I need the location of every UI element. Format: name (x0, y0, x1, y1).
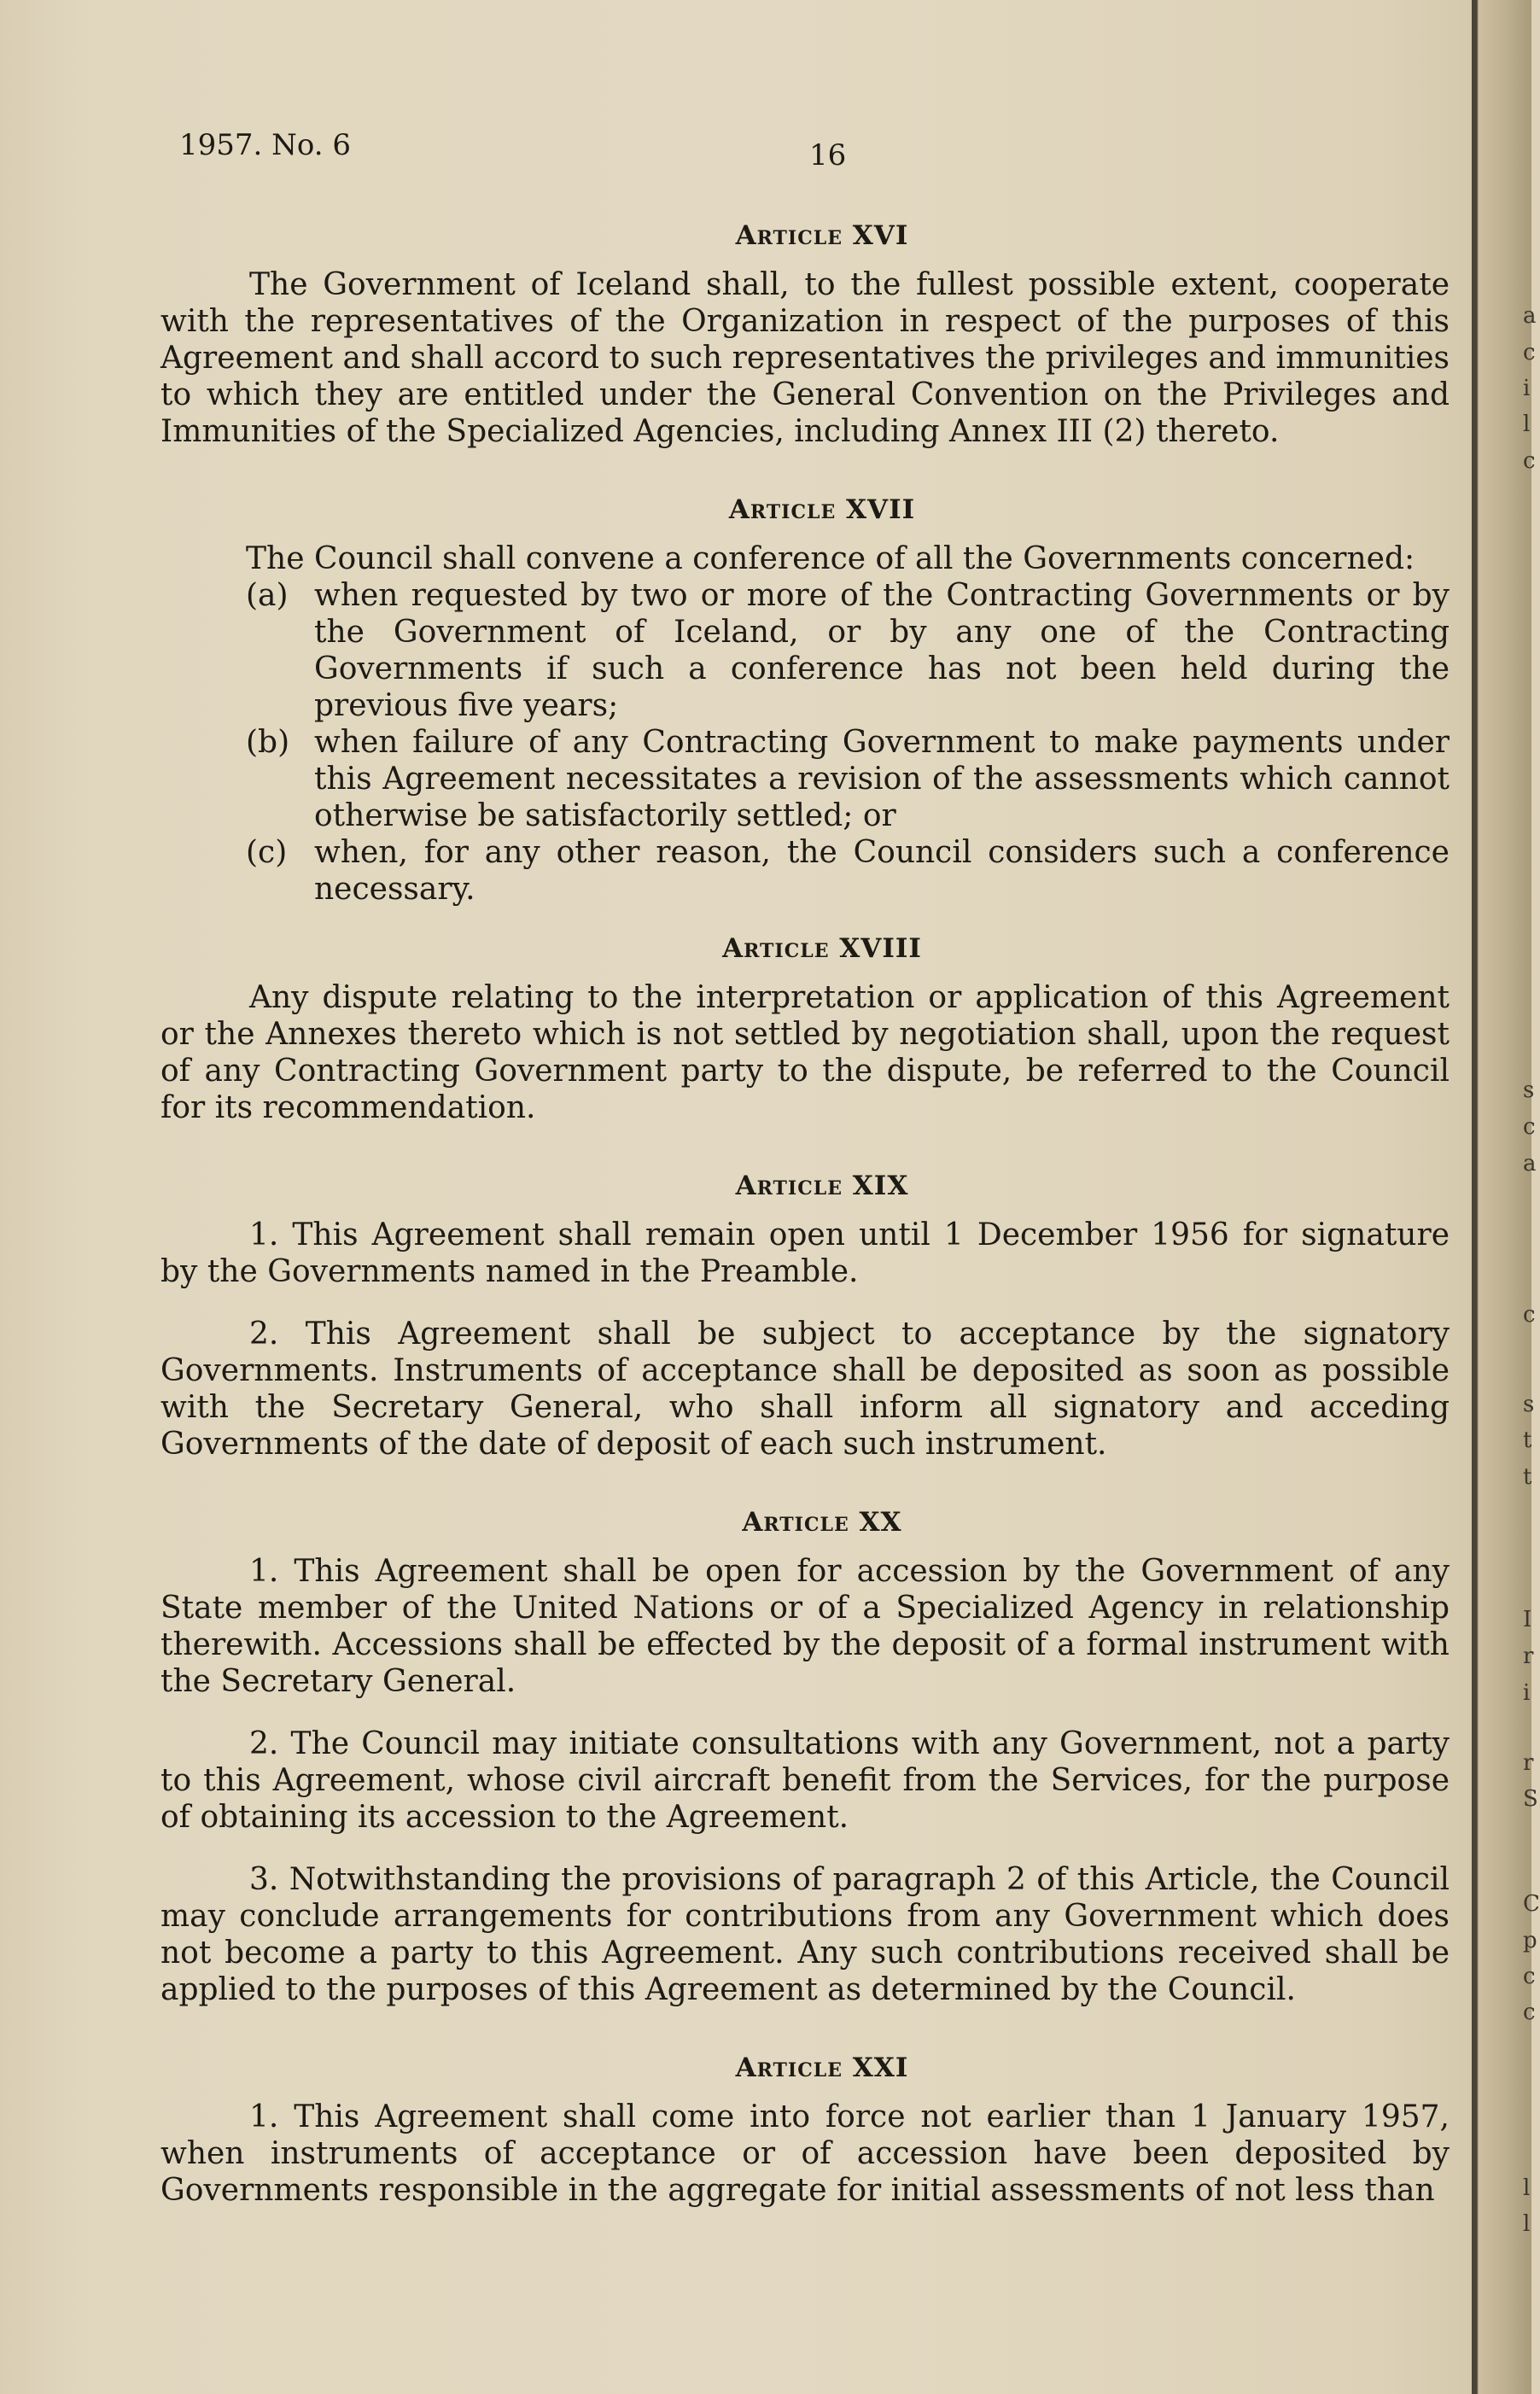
article-paragraph: Any dispute relating to the interpretation or application of this Agreement or the Annexes thereto which is not settled by negotiation shall, upon the request of any Contracting Government party to the dispute, be referred to the Council for its recommendation. (160, 980, 1450, 1125)
page-number: 16 (809, 138, 847, 172)
list-item-label: (b) (246, 725, 290, 760)
margin-letter: S (1523, 1786, 1538, 1812)
page-header (179, 128, 1460, 171)
list-item-text: when failure of any Contracting Government to make payments under this Agreement necessitates a revision of the assessments which cannot otherwise be satisfactorily settled; or (314, 725, 1450, 833)
list-item (160, 834, 1450, 908)
article-intro: The Council shall convene a conference of all the Governments concerned: (246, 541, 1415, 576)
list-item-label: (c) (246, 835, 288, 870)
margin-letter: t (1523, 1464, 1532, 1490)
page-body (160, 220, 1450, 2209)
margin-letter: r (1523, 1750, 1534, 1776)
article-xix (160, 1171, 1450, 1463)
facing-page-margin (1523, 0, 1540, 2394)
margin-letter: i (1523, 376, 1531, 401)
article-xvii (160, 494, 1450, 908)
margin-letter: c (1523, 2000, 1536, 2025)
margin-letter: I (1523, 1607, 1532, 1632)
margin-letter: c (1523, 340, 1536, 365)
document-reference: 1957. No. 6 (179, 128, 352, 162)
article-heading: Article XIX (735, 1171, 909, 1201)
article-heading: Article XVIII (722, 933, 922, 964)
list-item-text: when requested by two or more of the Contracting Governments or by the Government of Iceland, or by any one of the Contracting Governments if such a conference has not been held during the previous five years; (314, 578, 1450, 723)
article-heading: Article XVII (728, 494, 916, 525)
margin-letter: a (1523, 1151, 1537, 1177)
article-xx (160, 1507, 1450, 2008)
margin-letter: c (1523, 1302, 1536, 1328)
article-heading: Article XVI (735, 220, 909, 251)
article-paragraph: 2. The Council may initiate consultations with any Government, not a party to this Agreement, whose civil aircraft benefit from the Services, for the purpose of obtaining its accession to the Agreement. (160, 1726, 1450, 1835)
article-xvi (160, 220, 1450, 450)
margin-letter: C (1523, 1891, 1540, 1917)
article-paragraph: 1. This Agreement shall be open for accession by the Government of any State member of the United Nations or of a Specialized Agency in relationship therewith. Accessions shall be effected by the deposit of a formal instrument with the Secretary General. (160, 1554, 1450, 1699)
article-paragraph: 3. Notwithstanding the provisions of paragraph 2 of this Article, the Council may conclude arrangements for contributions from any Government which does not become a party to this Agreement. Any such contributions received shall be applied to the purposes of this Agreement as determined by the Council. (160, 1862, 1450, 2007)
margin-letter: r (1523, 1644, 1534, 1669)
margin-letter: i (1523, 1680, 1531, 1706)
margin-letter: c (1523, 1964, 1536, 1989)
margin-letter: l (1523, 2175, 1531, 2201)
list-item-label: (a) (246, 578, 289, 613)
margin-letter: c (1523, 1114, 1536, 1140)
article-xxi (160, 2052, 1450, 2209)
article-paragraph: 1. This Agreement shall come into force not earlier than 1 January 1957, when instruments of acceptance or of accession have been deposited by Governments responsible in the aggregate for initial assessments of not less than (160, 2099, 1450, 2208)
article-heading: Article XX (742, 1507, 902, 1538)
margin-letter: l (1523, 412, 1531, 437)
article-paragraph: 1. This Agreement shall remain open until 1 December 1956 for signature by the Governments named in the Preamble. (160, 1217, 1450, 1289)
list-item-text: when, for any other reason, the Council considers such a conference necessary. (314, 835, 1450, 907)
article-paragraph: 2. This Agreement shall be subject to acceptance by the signatory Governments. Instruments of acceptance shall be deposited as soon as possible with the Secretary General, who shall inform all signatory and acceding Governments of the date of deposit of each such instrument. (160, 1317, 1450, 1462)
margin-letter: s (1523, 1077, 1535, 1103)
article-paragraph: The Government of Iceland shall, to the fullest possible extent, cooperate with the representatives of the Organization in respect of the purposes of this Agreement and shall accord to such representatives the privileges and immunities to which they are entitled under the General Convention on the Privileges and Immunities of the Specialized Agencies, including Annex III (2) thereto. (160, 267, 1450, 449)
list-item (160, 724, 1450, 834)
margin-letter: t (1523, 1428, 1532, 1453)
margin-letter: a (1523, 303, 1537, 329)
article-heading: Article XXI (735, 2052, 909, 2083)
article-xviii (160, 933, 1450, 1126)
margin-letter: l (1523, 2211, 1531, 2237)
list-item (160, 577, 1450, 724)
margin-letter: s (1523, 1392, 1535, 1417)
margin-letter: c (1523, 448, 1536, 474)
margin-letter: p (1523, 1928, 1537, 1953)
